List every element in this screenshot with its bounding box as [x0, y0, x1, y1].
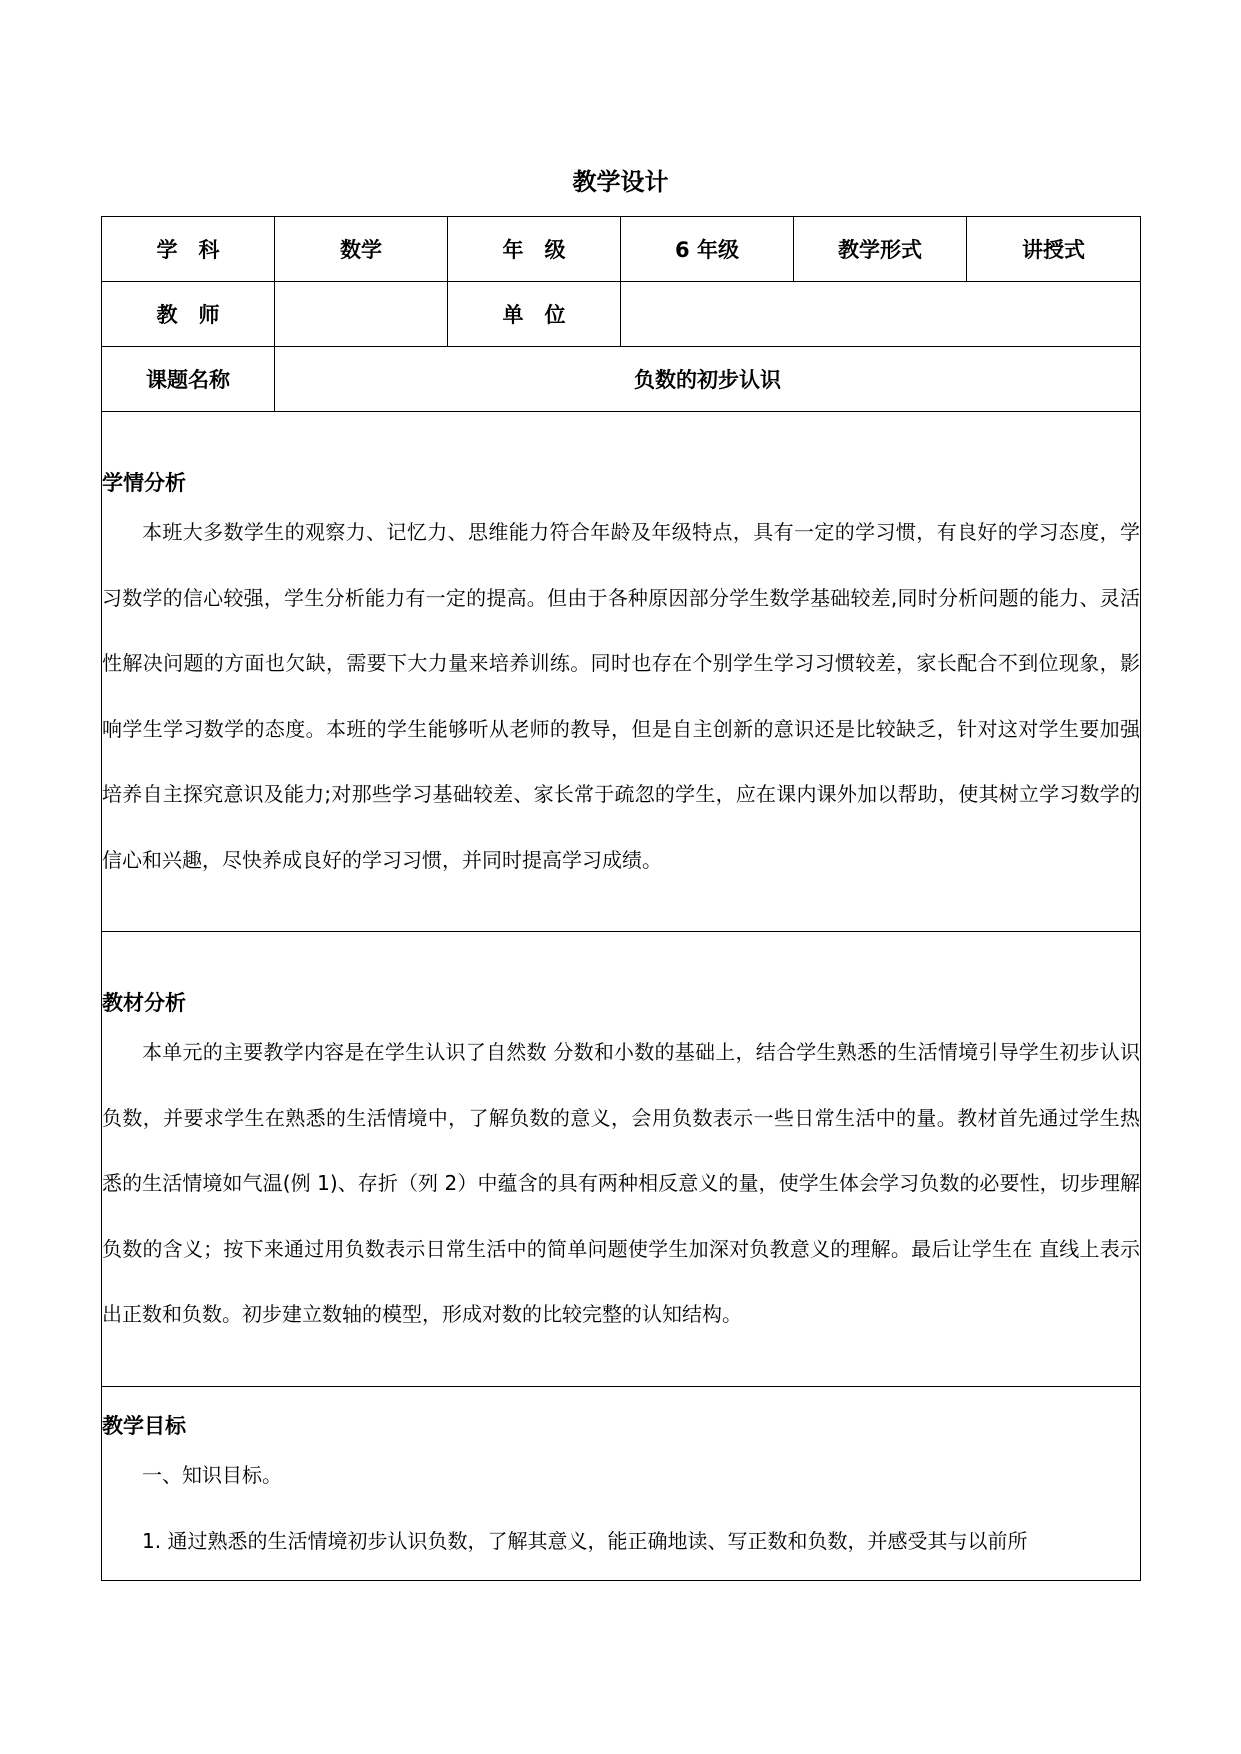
lesson-design-table — [101, 216, 1141, 1581]
material-analysis-title: 教材分析 — [102, 991, 186, 1016]
info-row-3 — [102, 347, 1141, 412]
info-row-2 — [102, 282, 1141, 347]
topic-label: 课题名称 — [102, 347, 275, 412]
student-analysis-text: 本班大多数学生的观察力、记忆力、思维能力符合年龄及年级特点，具有一定的学习惯，有良好的学习态度，学习数学的信心较强，学生分析能力有一定的提高。但由于各种原因部分学生数学基础较差,同时分析问题的能力、灵活性解决问题的方面也欠缺，需要下大力量来培养训练。同时也存在个别学生学习习惯较差，家长配合不到位现象，影响学生学习数学的态度。本班的学生能够听从老师的教导，但是自主创新的意识还是比较缺乏，针对这对学生要加强培养自主探究意识及能力;对那些学习基础较差、家长常于疏忽的学生，应在课内课外加以帮助，使其树立学习数学的信心和兴趣，尽快养成良好的学习习惯，并同时提高学习成绩。 — [102, 520, 1140, 872]
teaching-form-value: 讲授式 — [967, 217, 1141, 282]
info-row-1 — [102, 217, 1141, 282]
goal-line-1: 一、知识目标。 — [142, 1463, 282, 1487]
material-analysis-text: 本单元的主要教学内容是在学生认识了自然数 分数和小数的基础上，结合学生熟悉的生活情境引导学生初步认识负数，并要求学生在熟悉的生活情境中，了解负数的意义，会用负数表示一些日常生活中的量。教材首先通过学生热悉的生活情境如气温(例 1)、存折（列 2）中蕴含的具有两种相反意义的量，使学生体会学习负数的必要性，切步理解负数的含义；按下来通过用负数表示日常生活中的简单问题使学生加深对负教意义的理解。最后让学生在 直线上表示出正数和负数。初步建立数轴的模型，形成对数的比较完整的认知结构。 — [102, 1040, 1140, 1327]
topic-value: 负数的初步认识 — [275, 347, 1141, 412]
student-analysis-section — [102, 412, 1141, 932]
subject-value: 数学 — [275, 217, 448, 282]
material-analysis-section — [102, 932, 1141, 1387]
teaching-goals-section — [102, 1387, 1141, 1581]
grade-label: 年 级 — [448, 217, 621, 282]
goal-line-2: 1. 通过熟悉的生活情境初步认识负数，了解其意义，能正确地读、写正数和负数，并感受其与以前所 — [142, 1528, 1028, 1553]
subject-label: 学 科 — [102, 217, 275, 282]
teaching-goals-title: 教学目标 — [102, 1414, 186, 1438]
teacher-label: 教 师 — [102, 282, 275, 347]
teacher-value — [275, 282, 448, 347]
document-title: 教学设计 — [572, 168, 669, 196]
unit-label: 单 位 — [448, 282, 621, 347]
teaching-form-label: 教学形式 — [794, 217, 967, 282]
grade-value: 6 年级 — [621, 217, 794, 282]
student-analysis-title: 学情分析 — [102, 471, 186, 495]
unit-value — [621, 282, 1141, 347]
